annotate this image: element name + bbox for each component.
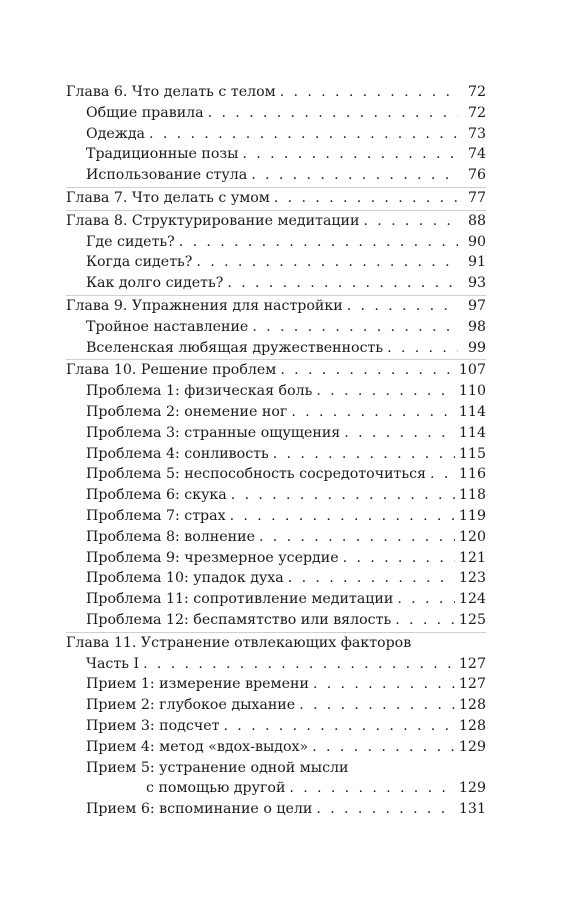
toc-page-number: 114 (458, 403, 486, 420)
dot-leader (289, 778, 455, 799)
dot-leader (430, 464, 455, 485)
toc-page-number: 97 (467, 297, 486, 314)
toc-page-number: 128 (458, 697, 486, 714)
toc-section-entry (66, 716, 486, 737)
dot-leader (316, 799, 455, 820)
dot-leader (280, 82, 458, 103)
toc-page-number: 77 (467, 189, 486, 206)
toc-section-entry (66, 381, 486, 402)
dot-leader (312, 737, 455, 758)
toc-entry-title: Одежда (86, 125, 146, 142)
toc-entry-title: Прием 2: глубокое дыхание (86, 697, 296, 714)
dot-leader (316, 381, 455, 402)
toc-entry-title: Глава 9. Упражнения для настройки (66, 297, 343, 314)
toc-section-entry (66, 506, 486, 527)
toc-section-entry (66, 338, 486, 359)
toc-page-number: 131 (458, 801, 486, 818)
toc-section-entry (66, 464, 486, 485)
dot-leader (273, 444, 455, 465)
toc-entry-title: Проблема 9: чрезмерное усердие (86, 549, 339, 566)
toc-entry-title: Где сидеть? (86, 233, 175, 250)
toc-page-number: 93 (467, 275, 486, 292)
toc-section-entry (66, 799, 486, 820)
dot-leader (274, 188, 458, 209)
toc-entry-title: Глава 10. Решение проблем (66, 362, 277, 379)
toc-section-entry (66, 317, 486, 338)
dot-leader (208, 103, 458, 124)
toc-section-entry (66, 165, 486, 186)
toc-section-entry (66, 527, 486, 548)
toc-entry-title: Тройное наставление (86, 318, 249, 335)
toc-entry-title: Проблема 8: волнение (86, 528, 255, 545)
dot-leader (288, 568, 455, 589)
toc-entry-title: Проблема 12: беспамятство или вялость (86, 611, 392, 628)
toc-chapter-entry (66, 632, 486, 654)
dot-leader (299, 695, 455, 716)
toc-section-entry (66, 402, 486, 423)
toc-entry-title: Проблема 4: сонливость (86, 445, 269, 462)
toc-section-entry (66, 654, 486, 675)
toc-entry-title: Прием 6: вспоминание о цели (86, 801, 313, 818)
dot-leader (242, 144, 458, 165)
toc-entry-title: Прием 3: подсчет (86, 717, 220, 734)
toc-entry-title: Проблема 6: скука (86, 487, 227, 504)
toc-page-number: 118 (458, 487, 486, 504)
dot-leader (143, 654, 455, 675)
toc-entry-title: Глава 8. Структурирование медитации (66, 212, 360, 229)
toc-page-number: 123 (458, 570, 486, 587)
dot-leader (387, 338, 458, 359)
toc-section-entry (66, 548, 486, 569)
toc-page-number: 76 (467, 167, 486, 184)
toc-entry-title: Часть I (86, 655, 140, 672)
dot-leader (196, 252, 458, 273)
toc-page-number: 115 (458, 445, 486, 462)
toc-chapter-entry (66, 359, 486, 381)
dot-leader (395, 610, 455, 631)
toc-entry-title: Глава 7. Что делать с умом (66, 189, 270, 206)
toc-entry-title: Проблема 10: упадок духа (86, 570, 284, 587)
toc-entry-title: Традиционные позы (86, 146, 239, 163)
toc-entry-title: Общие правила (86, 104, 204, 121)
toc-section-entry (66, 103, 486, 124)
toc-entry-title: Проблема 2: онемение ног (86, 403, 288, 420)
toc-entry-title: Использование стула (86, 167, 248, 184)
toc-page-number: 116 (458, 466, 486, 483)
toc-entry-title: Прием 1: измерение времени (86, 676, 309, 693)
dot-leader (223, 716, 454, 737)
toc-page-number: 125 (458, 611, 486, 628)
toc-page-number: 119 (458, 507, 486, 524)
toc-page-number: 107 (458, 362, 486, 379)
toc-entry-title: Проблема 7: страх (86, 507, 226, 524)
toc-page-number: 127 (458, 655, 486, 672)
toc-entry-title: Прием 4: метод «вдох-выдох» (86, 738, 309, 755)
dot-leader (259, 527, 455, 548)
toc-section-entry (66, 144, 486, 165)
toc-page-number: 121 (458, 549, 486, 566)
toc-section-entry (66, 485, 486, 506)
toc-chapter-entry (66, 295, 486, 317)
dot-leader (291, 402, 455, 423)
dot-leader (251, 165, 458, 186)
toc-chapter-entry (66, 187, 486, 209)
toc-section-entry (66, 252, 486, 273)
toc-page-number: 88 (467, 212, 486, 229)
toc-section-entry (66, 568, 486, 589)
dot-leader (231, 485, 455, 506)
dot-leader (280, 360, 455, 381)
toc-entry-title: Глава 11. Устранение отвлекающих факторов (66, 634, 412, 651)
dot-leader (313, 674, 455, 695)
toc-entry-title: Проблема 1: физическая боль (86, 383, 313, 400)
toc-page-number: 114 (458, 424, 486, 441)
toc-entry-title: Проблема 5: неспособность сосредоточиться (86, 466, 427, 483)
toc-page-number: 73 (467, 125, 486, 142)
toc-page-number: 120 (458, 528, 486, 545)
toc-section-entry (66, 610, 486, 631)
toc-page-number: 124 (458, 591, 486, 608)
toc-page-number: 129 (458, 780, 486, 797)
dot-leader (230, 506, 455, 527)
dot-leader (149, 124, 458, 145)
toc-entry-title: Глава 6. Что делать с телом (66, 84, 276, 100)
toc-page-number: 91 (467, 254, 486, 271)
dot-leader (179, 232, 458, 253)
toc-section-entry (66, 778, 486, 799)
toc-entry-title: Как долго сидеть? (86, 275, 224, 292)
toc-section-entry (66, 273, 486, 294)
toc-entry-title: Проблема 3: странные ощущения (86, 424, 341, 441)
toc-page-number: 72 (467, 104, 486, 121)
toc-page-number: 127 (458, 676, 486, 693)
toc-section-entry (66, 444, 486, 465)
toc-section-entry (66, 124, 486, 145)
toc-entry-title: Проблема 11: сопротивление медитации (86, 591, 394, 608)
toc-page-number: 128 (458, 717, 486, 734)
toc-section-entry (66, 695, 486, 716)
toc-section-entry (66, 737, 486, 758)
toc-section-entry (66, 758, 486, 779)
toc-section-entry (66, 674, 486, 695)
dot-leader (343, 548, 455, 569)
toc-page-number: 129 (458, 738, 486, 755)
toc-section-entry (66, 589, 486, 610)
dot-leader (344, 423, 455, 444)
dot-leader (227, 273, 458, 294)
toc-entry-title: Прием 5: устранение одной мысли (86, 759, 349, 776)
toc-chapter-entry (66, 82, 486, 103)
dot-leader (347, 296, 458, 317)
dot-leader (397, 589, 455, 610)
toc-entry-title: с помощью другой (146, 780, 286, 797)
dot-leader (363, 211, 458, 232)
toc-page-number: 72 (467, 84, 486, 100)
toc-page-number: 110 (458, 383, 486, 400)
toc-chapter-entry (66, 210, 486, 232)
toc-entry-title: Вселенская любящая дружественность (86, 339, 384, 356)
toc-page-number: 90 (467, 233, 486, 250)
toc-page-number: 99 (467, 339, 486, 356)
table-of-contents (66, 82, 486, 820)
dot-leader (252, 317, 458, 338)
toc-section-entry (66, 232, 486, 253)
toc-entry-title: Когда сидеть? (86, 254, 193, 271)
toc-page-number: 98 (467, 318, 486, 335)
toc-page-number: 74 (467, 146, 486, 163)
toc-section-entry (66, 423, 486, 444)
